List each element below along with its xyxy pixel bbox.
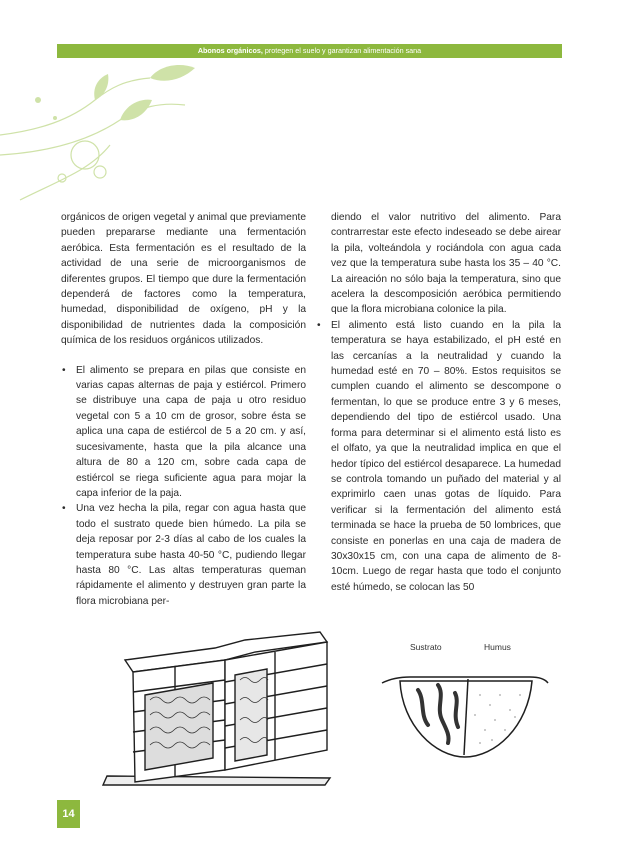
right-bullet-list xyxy=(316,318,561,595)
right-column xyxy=(316,210,561,595)
decorative-vine xyxy=(0,60,210,210)
list-item: • Una vez hecha la pila, regar con agua hasta que todo el sustrato quede bien húmedo. La pila se deja reposar por 2-3 días al cabo de los cuales la temperatura sube hasta 40-50 °C, pudiendo llegar hasta 80 °C. Las altas temperaturas queman rápidamente el alimento y destruyen gran parte la flora microbiana per- xyxy=(61,501,306,609)
left-bullet-list xyxy=(61,363,306,610)
list-item: • El alimento se prepara en pilas que consiste en varias capas alternas de paja y estiércol. Primero se distribuye una capa de paja u otro residuo vegetal con 5 a 10 cm de grosor, sobre ésta se aplica una capa de estiércol de 5 a 20 cm. y así, sucesivamente, hasta que la pila alcance una altura de 80 a 120 cm, sobre cada capa de estiércol se riega suficiente agua para mojar la capa inferior de la paja. xyxy=(61,363,306,502)
header-subtitle: protegen el suelo y garantizan alimentación sana xyxy=(262,46,422,55)
running-header xyxy=(57,44,562,58)
compost-bins-illustration xyxy=(95,620,335,790)
list-item: • El alimento está listo cuando en la pila la temperatura se haya estabilizado, el pH esté en las cercanías a la neutralidad y cuando la humedad esté en 70 – 80%. Estos requisitos se cumplen cuando el alimento se descompone o fermentan, lo que se produce entre 3 y 6 meses, dependiendo del tipo de estiércol usado. Una forma para determinar si el alimento está listo es el olfato, ya que la neutralidad implica en que el hedor típico del estiércol desaparece. La humedad se controla tomando un puñado del material y al exprimirlo caen unas gotas de líquido. Para verificar si la fermentación del alimento está terminada se hace la prueba de 50 lombrices, que consiste en ponerlas en una caja de madera de 30x30x15 cm, con una capa de alimento de 8-10cm. Luego de regar hasta que todo el conjunto esté húmedo, se colocan las 50 xyxy=(316,318,561,595)
worm-bowl-illustration xyxy=(380,655,550,765)
label-humus: Humus xyxy=(484,642,511,652)
left-intro-paragraph: orgánicos de origen vegetal y animal que previamente pueden prepararse mediante una fermentación aeróbica. Esta fermentación es el resultado de la actividad de una serie de microorganismos de diferentes grupos. El tiempo que dure la fermentación dependerá de factores como la temperatura, humedad, disponibilidad de oxígeno, pH y la disponibilidad de nutrientes dada la composición química de los residuos orgánicos utilizados. xyxy=(61,212,306,347)
header-title: Abonos orgánicos, xyxy=(197,46,263,55)
label-sustrato: Sustrato xyxy=(410,642,442,652)
left-column xyxy=(61,210,306,609)
right-continuation-paragraph: diendo el valor nutritivo del alimento. Para contrarrestar este efecto indeseado se debe airear la pila, volteándola y rociándola con agua cada vez que la temperatura sube hasta los 35 – 40 °C. La aireación no sólo baja la temperatura, sino que acelera la descomposición aeróbica permitiendo que la flora microbiana colonice la pila. xyxy=(331,212,561,316)
page-number: 14 xyxy=(57,800,80,828)
